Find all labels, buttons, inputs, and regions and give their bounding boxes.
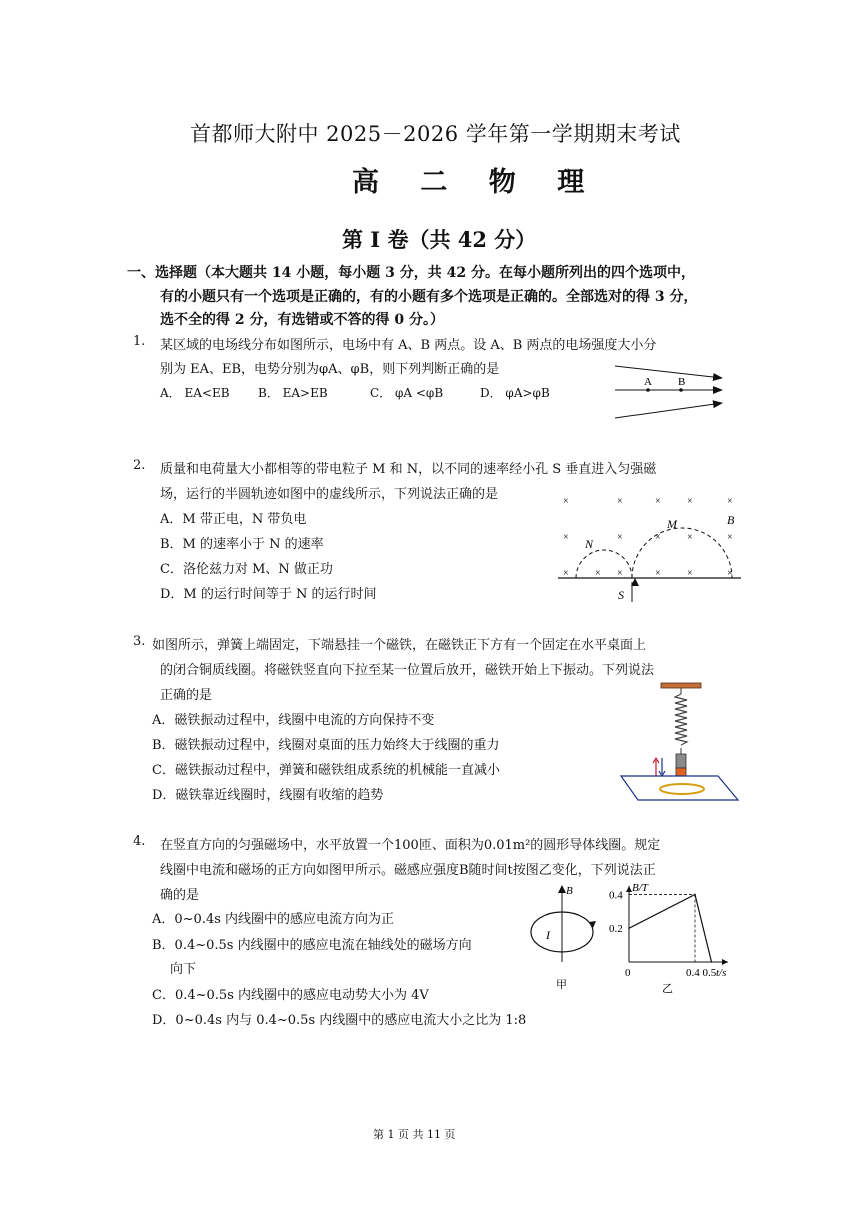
q1-stem-line2: 别为 EA、EB，电势分别为φA、φB，则下列判断正确的是 <box>160 362 500 377</box>
figure-jia-label: 甲 <box>556 979 567 991</box>
label-n: N <box>585 537 594 551</box>
q2-stem-line2: 场，运行的半圆轨迹如图中的虚线所示，下列说法正确的是 <box>160 487 499 502</box>
point-b <box>679 388 683 392</box>
svg-text:×: × <box>655 568 661 579</box>
svg-text:×: × <box>687 496 693 507</box>
spring <box>675 694 687 745</box>
q2-stem-line1: 质量和电荷量大小都相等的带电粒子 M 和 N，以不同的速率经小孔 S 垂直进入匀强磁 <box>160 462 657 477</box>
q3-spring-magnet-figure <box>618 680 743 800</box>
q4-coil-figure <box>525 882 610 992</box>
point-a <box>646 388 650 392</box>
svg-text:×: × <box>727 568 733 579</box>
q2-number: 2. <box>133 458 146 473</box>
current-label: I <box>546 928 550 942</box>
data-point <box>628 927 630 929</box>
q1-electric-field-figure <box>610 360 730 430</box>
q3-option-a: A．磁铁振动过程中，线圈中电流的方向保持不变 <box>152 713 435 728</box>
q3-option-b: B．磁铁振动过程中，线圈对桌面的压力始终大于线圈的重力 <box>152 738 500 753</box>
q4-stem-line1: 在竖直方向的匀强磁场中，水平放置一个100匝、面积为0.01m²的圆形导体线圈。规定 <box>160 838 661 853</box>
q4-option-c: C．0.4~0.5s 内线圈中的感应电动势大小为 4V <box>152 988 429 1003</box>
q4-stem-line2: 线圈中电流和磁场的正方向如图甲所示。磁感应强度B随时间t按图乙变化，下列说法正 <box>160 863 656 878</box>
svg-text:×: × <box>727 496 733 507</box>
svg-text:×: × <box>595 568 601 579</box>
svg-text:×: × <box>617 496 623 507</box>
q4-option-b-line1: B．0.4~0.5s 内线圈中的感应电流在轴线处的磁场方向 <box>152 938 472 953</box>
data-point <box>711 961 713 963</box>
subject-title: 高 二 物 理 <box>352 167 601 198</box>
label-m: M <box>667 517 677 531</box>
q1-option-c: C． φA <φB <box>370 386 444 400</box>
q1-number: 1. <box>133 334 146 349</box>
q3-stem-line1: 如图所示，弹簧上端固定，下端悬挂一个磁铁，在磁铁正下方有一个固定在水平桌面上 <box>152 638 647 653</box>
trajectory-n <box>576 550 632 578</box>
y-axis-label: B/T <box>632 882 648 894</box>
q3-number: 3. <box>133 634 146 649</box>
q2-option-a: A．M 带正电，N 带负电 <box>160 512 307 527</box>
q3-stem-line2: 的闭合铜质线圈。将磁铁竖直向下拉至某一位置后放开，磁铁开始上下振动。下列说法 <box>160 663 655 678</box>
page-footer: 第 1 页 共 11 页 <box>373 1128 456 1141</box>
q1-option-b: B． EA>EB <box>258 386 328 400</box>
q4-stem-line3: 确的是 <box>160 888 200 903</box>
q1-option-a: A． EA<EB <box>160 386 230 400</box>
q3-stem-line3: 正确的是 <box>160 688 213 703</box>
label-s: S <box>618 588 624 602</box>
svg-text:×: × <box>687 532 693 543</box>
table-surface <box>621 776 738 800</box>
svg-text:×: × <box>727 532 733 543</box>
section-instruction-line1: 一、选择题（本大题共 14 小题，每小题 3 分，共 42 分。在每小题所列出的四个选项中， <box>127 265 695 281</box>
axis-b-label: B <box>566 885 573 897</box>
q2-option-b: B．M 的速率小于 N 的速率 <box>160 537 324 552</box>
q4-option-a: A．0~0.4s 内线圈中的感应电流方向为正 <box>152 912 395 927</box>
b-t-series-line <box>629 894 712 962</box>
current-direction-arrow <box>589 921 596 928</box>
data-point <box>694 894 696 896</box>
y-tick-label: 0.4 <box>609 889 623 902</box>
x-axis-label: t/s <box>716 967 727 979</box>
x-axis-arrow <box>722 959 728 965</box>
label-b: B <box>727 513 735 527</box>
figure-yi-label: 乙 <box>662 983 673 995</box>
svg-text:×: × <box>655 496 661 507</box>
field-line-bottom <box>615 403 722 418</box>
q3-option-c: C．磁铁振动过程中，弹簧和磁铁组成系统的机械能一直减小 <box>152 763 500 778</box>
svg-text:×: × <box>563 568 569 579</box>
svg-text:×: × <box>687 568 693 579</box>
q2-option-d: D．M 的运行时间等于 N 的运行时间 <box>160 587 377 602</box>
svg-text:×: × <box>655 532 661 543</box>
q4-option-b-line2: 向下 <box>170 962 197 977</box>
q1-option-d: D． φA>φB <box>480 386 550 400</box>
svg-text:×: × <box>563 496 569 507</box>
q4-option-d: D．0~0.4s 内与 0.4~0.5s 内线圈中的感应电流大小之比为 1:8 <box>152 1013 527 1028</box>
svg-text:×: × <box>617 568 623 579</box>
x-tick-label: 0.5 <box>702 967 717 979</box>
magnet-top <box>676 754 686 768</box>
q4-number: 4. <box>133 834 146 849</box>
point-b-label: B <box>678 376 686 388</box>
section-instruction-line2: 有的小题只有一个选项是正确的，有的小题有多个选项是正确的。全部选对的得 3 分， <box>160 289 698 305</box>
field-line-top <box>615 366 722 378</box>
q2-magnetic-field-figure <box>555 490 745 605</box>
y-tick-label: 0.2 <box>609 923 623 936</box>
section-instruction-line3: 选不全的得 2 分，有选错或不答的得 0 分。） <box>160 312 444 328</box>
point-a-label: A <box>644 376 652 388</box>
q1-stem-line1: 某区域的电场线分布如图所示，电场中有 A、B 两点。设 A、B 两点的电场强度大小分 <box>160 338 657 353</box>
ceiling-mount <box>661 683 701 688</box>
volume-title: 第 I 卷（共 42 分） <box>342 227 537 252</box>
q3-option-d: D．磁铁靠近线圈时，线圈有收缩的趋势 <box>152 788 384 803</box>
trajectory-m <box>632 528 732 578</box>
x-tick-label: 0.4 <box>686 967 700 979</box>
svg-text:×: × <box>563 532 569 543</box>
x-tick-label: 0 <box>625 967 631 979</box>
q4-bt-chart <box>600 880 740 995</box>
q2-option-c: C．洛伦兹力对 M、N 做正功 <box>160 562 333 577</box>
exam-title: 首都师大附中 2025－2026 学年第一学期期末考试 <box>190 122 681 146</box>
svg-text:×: × <box>617 532 623 543</box>
